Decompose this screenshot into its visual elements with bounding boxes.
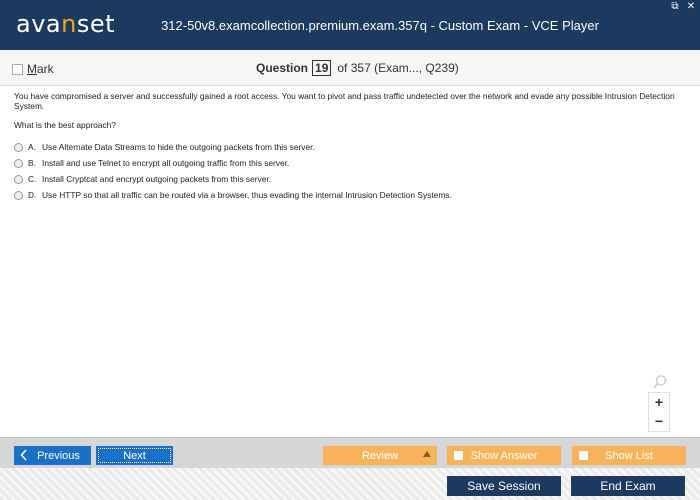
- show-list-button[interactable]: [572, 446, 686, 465]
- option-letter: B.: [28, 158, 36, 168]
- question-content: [14, 91, 690, 203]
- review-button[interactable]: [323, 446, 437, 465]
- mark-checkbox[interactable]: [12, 62, 54, 76]
- option-letter: C.: [28, 174, 37, 184]
- question-word: Question: [256, 61, 309, 75]
- answer-option-c[interactable]: [14, 171, 690, 187]
- save-session-button[interactable]: [447, 476, 561, 496]
- app-logo: avanset: [16, 10, 116, 38]
- zoom-search-icon[interactable]: [652, 374, 668, 390]
- previous-label: Previous: [37, 449, 80, 462]
- next-button[interactable]: [96, 446, 173, 465]
- answer-option-a[interactable]: [14, 139, 690, 155]
- question-number-input[interactable]: 19: [312, 60, 331, 76]
- option-text: Use HTTP so that all traffic can be routed via a browser, thus evading the internal Intrusion Detection Systems.: [42, 190, 452, 200]
- question-text: You have compromised a server and successfully gained a root access. You want to pivot and pass traffic undetected over the network and evade any possible Intrusion Detection System.: [14, 91, 675, 111]
- restore-icon[interactable]: ⧉: [671, 1, 679, 12]
- question-prompt: What is the best approach?: [14, 120, 116, 130]
- triangle-up-icon[interactable]: [423, 451, 431, 457]
- title-bar: [0, 0, 700, 50]
- show-answer-label: Show Answer: [470, 449, 538, 462]
- option-text: Install and use Telnet to encrypt all outgoing traffic from this server.: [42, 158, 290, 168]
- save-session-label: Save Session: [467, 479, 541, 493]
- radio-icon[interactable]: [14, 191, 23, 200]
- end-exam-label: End Exam: [600, 479, 656, 493]
- window-controls: [670, 2, 696, 12]
- review-label: Review: [361, 449, 399, 462]
- question-suffix: of 357 (Exam..., Q239): [337, 61, 459, 75]
- navigation-bar: [0, 437, 700, 468]
- show-answer-button[interactable]: [447, 446, 561, 465]
- chevron-left-icon: [20, 449, 28, 464]
- zoom-controls: [648, 392, 670, 432]
- zoom-in-button[interactable]: +: [654, 394, 664, 410]
- answer-option-b[interactable]: [14, 155, 690, 171]
- question-header: [0, 50, 700, 86]
- previous-button[interactable]: [14, 446, 91, 465]
- radio-icon[interactable]: [14, 143, 23, 152]
- option-letter: A.: [28, 142, 36, 152]
- option-text: Install Cryptcat and encrypt outgoing packets from this server.: [42, 174, 272, 184]
- radio-icon[interactable]: [14, 175, 23, 184]
- end-exam-button[interactable]: [571, 476, 685, 496]
- window-title: 312-50v8.examcollection.premium.exam.357q - Custom Exam - VCE Player: [161, 18, 599, 33]
- radio-icon[interactable]: [14, 159, 23, 168]
- checkbox-icon[interactable]: [12, 64, 23, 75]
- show-list-label: Show List: [605, 449, 653, 462]
- checkbox-icon[interactable]: [454, 451, 463, 460]
- bottom-bar: [0, 468, 700, 500]
- question-counter: [256, 60, 459, 76]
- option-text: Use Alternate Data Streams to hide the outgoing packets from this server.: [42, 142, 315, 152]
- answer-option-d[interactable]: [14, 187, 690, 203]
- checkbox-icon[interactable]: [579, 451, 588, 460]
- close-icon[interactable]: ✕: [686, 1, 696, 12]
- mark-label: Mark: [27, 62, 54, 76]
- option-letter: D.: [28, 190, 37, 200]
- next-label: Next: [123, 449, 146, 462]
- zoom-out-button[interactable]: −: [654, 413, 664, 429]
